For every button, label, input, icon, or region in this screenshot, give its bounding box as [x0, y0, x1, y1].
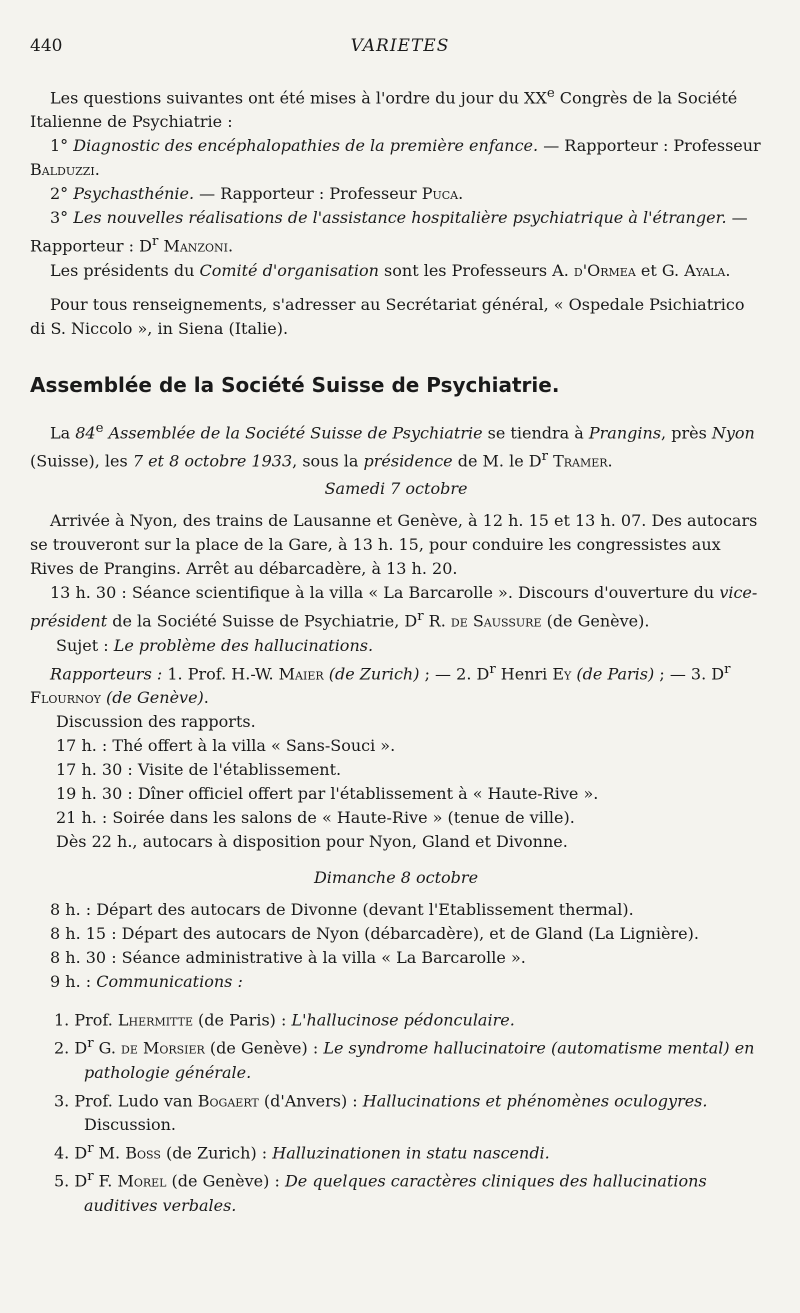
arrival-paragraph: Arrivée à Nyon, des trains de Lausanne et Genève, à 12 h. 15 et 13 h. 07. Des autocars se trouveront sur la place de la Gare, à 13 h. 15, pour conduire les congressistes aux Rives de Prangins. Arrêt au débarcadère, à 13 h. 20.: [30, 511, 758, 579]
schedule-item: 21 h. : Soirée dans les salons de « Haute-Rive » (tenue de ville).: [56, 807, 575, 827]
schedule-item: 19 h. 30 : Dîner officiel offert par l'établissement à « Haute-Rive ».: [56, 783, 599, 803]
schedule-item: 8 h. 15 : Départ des autocars de Nyon (débarcadère), et de Gland (La Lignière).: [50, 923, 699, 943]
rapporteurs-paragraph: Rapporteurs : 1. Prof. H.-W. Maier (de Zurich) ; — 2. $D^r$ Henri Ey (de Paris) ; — 3. $D^r$ Flournoy (de Genève).: [30, 661, 731, 707]
communication-item: 1. Prof. Lhermitte (de Paris) : L'hallucinose pédonculaire.: [54, 1010, 515, 1030]
schedule-item: Dès 22 h., autocars à disposition pour Nyon, Gland et Divonne.: [56, 831, 568, 851]
schedule-item: 17 h. : Thé offert à la villa « Sans-Souci ».: [56, 735, 396, 755]
seance-paragraph: 13 h. 30 : Séance scientifique à la villa « La Barcarolle ». Discours d'ouverture du vice-président de la Société Suisse de Psychiatrie, $D^r$ R. de Saussure (de Genève).: [30, 583, 758, 631]
communication-item: 5. $D^r$ F. Morel (de Genève) : De quelques caractères cliniques des hallucinations auditives verbales.: [54, 1169, 707, 1215]
section-heading: Assemblée de la Société Suisse de Psychiatrie.: [30, 372, 560, 397]
page-body: [30, 82, 762, 1218]
schedule-item: 8 h. 30 : Séance administrative à la villa « La Barcarolle ».: [50, 947, 526, 967]
assembly-paragraph: La 84e Assemblée de la Société Suisse de Psychiatrie se tiendra à Prangins, près Nyon (Suisse), les 7 et 8 octobre 1933, sous la présidence de M. le $D^r$ Tramer.: [30, 420, 755, 471]
communications-label: 9 h. : Communications :: [50, 971, 243, 991]
day-heading-saturday: Samedi 7 octobre: [324, 479, 468, 499]
running-title: VARIETES: [350, 36, 450, 56]
schedule-item: Discussion des rapports.: [56, 711, 256, 731]
page-header: [30, 34, 770, 58]
page-number: 440: [30, 36, 63, 56]
communication-item: 2. $D^r$ G. de Morsier (de Genève) : Le syndrome hallucinatoire (automatisme mental) en pathologie générale.: [54, 1036, 755, 1082]
question-item: 1° Diagnostic des encéphalopathies de la première enfance. — Rapporteur : Professeur Balduzzi.: [30, 136, 761, 180]
intro-paragraph: Les questions suivantes ont été mises à l'ordre du jour du XXe Congrès de la Société Italienne de Psychiatrie :: [30, 86, 738, 132]
sujet-line: Sujet : Le problème des hallucinations.: [56, 635, 374, 655]
communication-item: 3. Prof. Ludo van Bogaert (d'Anvers) : Hallucinations et phénomènes oculogyres. Discussion.: [54, 1090, 708, 1134]
question-item: 2° Psychasthénie. — Rapporteur : Professeur Puca.: [50, 184, 464, 204]
schedule-item: 17 h. 30 : Visite de l'établissement.: [56, 759, 342, 779]
presidents-paragraph: Les présidents du Comité d'organisation sont les Professeurs A. d'Ormea et G. Ayala.: [50, 260, 731, 280]
contact-paragraph: Pour tous renseignements, s'adresser au Secrétariat général, « Ospedale Psichiatrico di S. Niccolo », in Siena (Italie).: [30, 294, 745, 338]
day-heading-sunday: Dimanche 8 octobre: [313, 867, 479, 887]
question-item: 3° Les nouvelles réalisations de l'assistance hospitalière psychiatrique à l'étranger. — Rapporteur : $D^r$ Manzoni.: [30, 208, 748, 256]
schedule-item: 8 h. : Départ des autocars de Divonne (devant l'Etablissement thermal).: [50, 899, 634, 919]
communication-item: 4. $D^r$ M. Boss (de Zurich) : Halluzinationen in statu nascendi.: [54, 1140, 550, 1163]
